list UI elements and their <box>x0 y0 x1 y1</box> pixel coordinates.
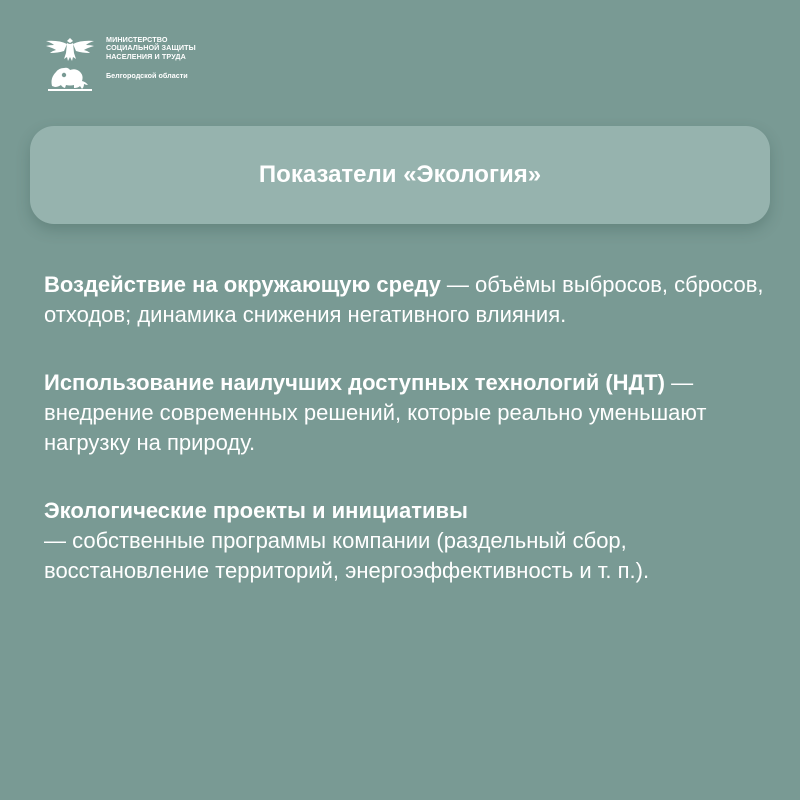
indicator-heading: Воздействие на окружающую среду <box>44 272 441 297</box>
indicator-item <box>44 496 764 586</box>
header <box>44 34 196 94</box>
org-line-1: МИНИСТЕРСТВО <box>106 35 168 44</box>
org-line-3: НАСЕЛЕНИЯ И ТРУДА <box>106 51 186 61</box>
indicator-text: — собственные программы компании (раздельный сбор, восстановление территорий, энергоэффективность и т. п.). <box>44 528 650 583</box>
page-title: Показатели «Экология» <box>258 161 542 188</box>
organization-name <box>106 34 196 80</box>
eagle-lion-emblem-icon <box>44 34 96 94</box>
indicator-list <box>44 270 764 624</box>
org-line-2: СОЦИАЛЬНОЙ ЗАЩИТЫ <box>106 43 196 53</box>
indicator-text: — объёмы выбросов, сбросов, отходов; динамика снижения негативного влияния. <box>44 272 764 327</box>
indicator-heading: Использование наилучших доступных технологий (НДТ) <box>44 370 665 395</box>
indicator-item <box>44 270 764 330</box>
indicator-heading: Экологические проекты и инициативы <box>44 498 468 523</box>
org-region: Белгородской области <box>106 71 188 81</box>
indicator-text: — внедрение современных решений, которые реально уменьшают нагрузку на природу. <box>44 370 707 455</box>
indicator-item <box>44 368 764 458</box>
title-card <box>30 126 770 224</box>
